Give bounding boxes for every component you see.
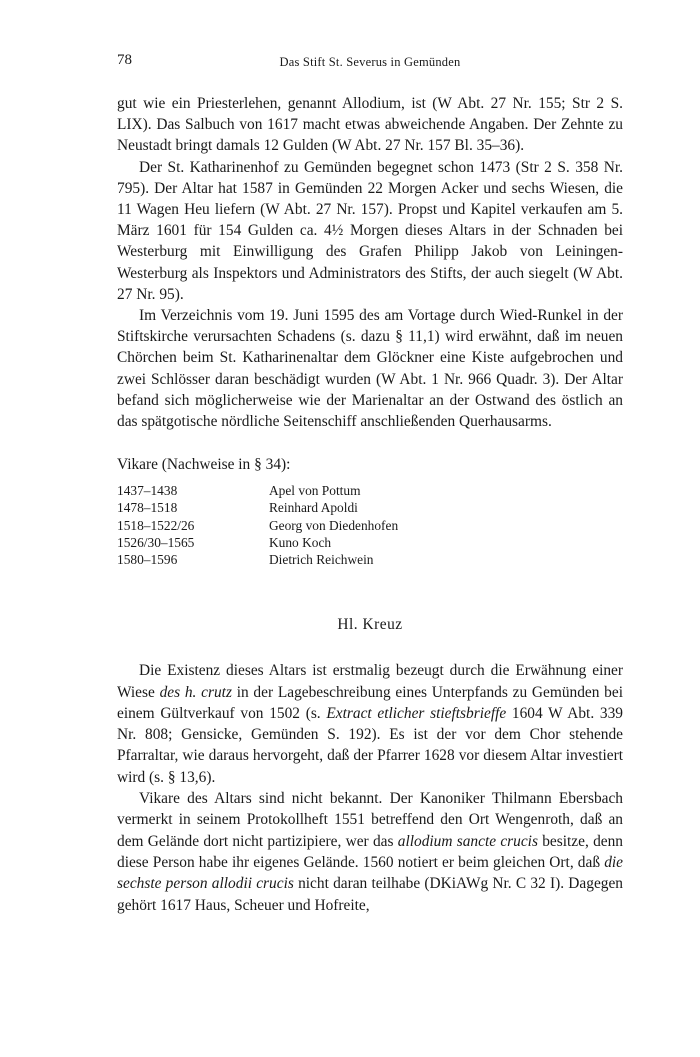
latin-term: die sechste person allodii crucis [117,853,623,893]
paragraph-allodium: gut wie ein Priesterlehen, genannt Allodium, ist (W Abt. 27 Nr. 155; Str 2 S. LIX). Das Salbuch von 1617 macht etwas abweichende Angaben. Der Zehnte zu Neustadt bringt damals 12 Gulden (W Abt. 27 Nr. 157 Bl. 35–36). [117,95,623,155]
vikar-row [117,517,623,534]
book-page [117,52,623,916]
vikar-years: 1478–1518 [117,500,178,516]
latin-term: des h. crutz [159,683,232,701]
vikar-name: Reinhard Apoldi [269,500,358,516]
section-title: Hl. Kreuz [337,616,403,634]
vikar-years: 1580–1596 [117,552,178,568]
vikar-row [117,534,623,551]
vikar-years: 1526/30–1565 [117,534,195,550]
paragraph-vikare-unbekannt [117,788,623,916]
latin-term: allodium sancte crucis [397,832,538,850]
vikar-row [117,482,623,499]
paragraph-verzeichnis: Im Verzeichnis vom 19. Juni 1595 des am Vortage durch Wied-Runkel in der Stiftskirche verursachten Schadens (s. dazu § 11,1) wird erwähnt, daß im neuen Chörchen beim St. Katharinenaltar dem Glöckner eine Kiste aufgebrochen und zwei Schlösser daran beschädigt wurden (W Abt. 1 Nr. 966 Quadr. 3). Der Altar befand sich möglicherweise wie der Marienaltar an der Ostwand des östlich an das spätgotische nördliche Seitenschiff anschließenden Querhausarms. [117,307,623,431]
section-text [117,660,623,916]
main-text [117,93,623,432]
running-title: Das Stift St. Severus in Gemünden [279,55,461,69]
page-header [117,52,623,74]
vikare-heading: Vikare (Nachweise in § 34): [117,456,291,474]
vikar-name: Kuno Koch [269,534,332,550]
text-span: Vikare des Altars sind nicht bekannt. Der Kanoniker Thilmann Ebersbach vermerkt in seinem Protokollheft 1551 betreffend den Ort Wengenroth, daß an dem Gelände dort nicht partizipiere, wer das [117,790,623,850]
vikar-row [117,499,623,516]
text-span: besitze, denn diese Person habe ihr eigenes Gelände. 1560 notiert er beim gleichen Ort, daß [117,832,623,871]
text-span: 1604 W Abt. 339 Nr. 808; Gensicke, Gemünden S. 192). Es ist der vor dem Chor stehende Pfarraltar, wie daraus hervorgeht, daß der Pfarrer 1628 vor diesem Altar investiert wird (s. § 13,6). [117,704,623,786]
paragraph-katharinenhof: Der St. Katharinenhof zu Gemünden begegnet schon 1473 (Str 2 S. 358 Nr. 795). Der Altar hat 1587 in Gemünden 22 Morgen Acker und sechs Wiesen, die 11 Wagen Heu liefern (W Abt. 27 Nr. 157). Propst und Kapitel verkaufen am 5. März 1601 für 154 Gulden ca. 4½ Morgen dieses Altars in der Schnaden bei Westerburg mit Einwilligung des Grafen Philipp Jakob von Leiningen-Westerburg als Inspektors und Administrators des Stifts, der auch siegelt (W Abt. 27 Nr. 95). [117,158,623,303]
paragraph-existenz [117,660,623,788]
vikar-name: Georg von Diedenhofen [269,517,399,533]
source-title: Extract etlicher stieftsbrieffe [326,704,507,722]
vikare-list [117,482,623,568]
vikar-years: 1518–1522/26 [117,517,195,533]
text-span: in der Lagebeschreibung eines Unterpfands zu Gemünden bei einem Gültverkauf von 1502 (s. [117,683,623,722]
text-span: Die Existenz dieses Altars ist erstmalig bezeugt durch die Erwähnung einer Wiese [117,662,623,701]
text-span: nicht daran teilhabe (DKiAWg Nr. C 32 I). Dagegen gehört 1617 Haus, Scheuer und Hofreite, [117,875,624,914]
vikar-years: 1437–1438 [117,483,178,499]
vikar-name: Dietrich Reichwein [269,552,374,568]
vikar-name: Apel von Pottum [269,483,361,499]
page-number: 78 [117,52,132,68]
vikar-row [117,551,623,568]
